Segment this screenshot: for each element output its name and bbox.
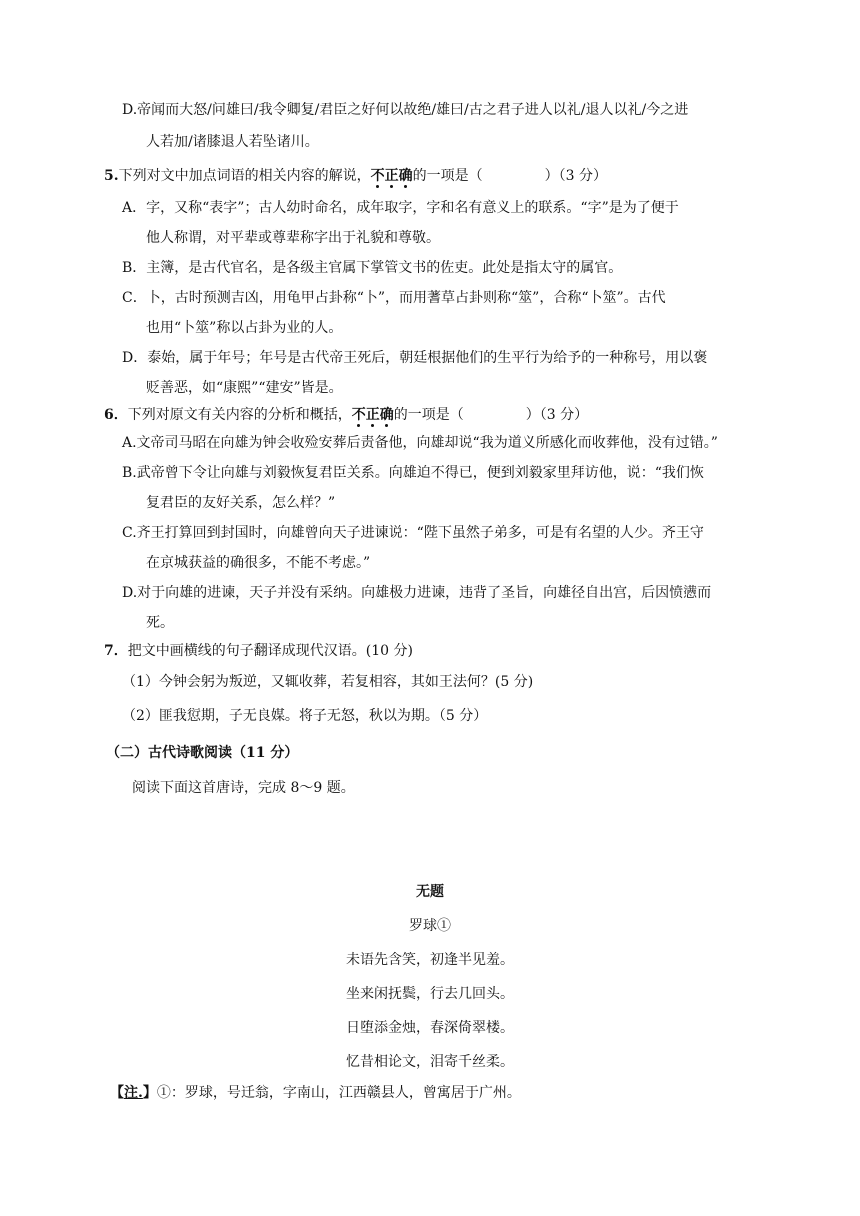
emphasis-dot-char: 正 (384, 168, 399, 184)
note-text: ①：罗球，号迁翁，字南山，江西赣县人，曾寓居于广州。 (156, 1085, 521, 1101)
emphasis-dot-char: 确 (398, 168, 413, 184)
poem-line: 未语先含笑，初逢半见羞。 (346, 952, 514, 968)
stem-text: 把文中画横线的句子翻译成现代汉语。(10 分) (127, 643, 413, 659)
score: ）（3 分） (525, 407, 589, 423)
question-5-stem (104, 166, 607, 186)
note-label-close: 】 (142, 1085, 157, 1101)
q4-option-d-line2: 人若加/诸膝退人若坠诸川。 (146, 134, 319, 150)
stem-text: 下列对原文有关内容的分析和概括， (127, 407, 352, 423)
emphasis-dot-char: 不 (370, 168, 385, 184)
poem-author: 罗球① (409, 918, 451, 934)
poem-line: 坐来闲抚鬓，行去几回头。 (346, 986, 514, 1002)
q6-option-a-line1: A.文帝司马昭在向雄为钟会收殓安葬后责备他，向雄却说“我为道义所感化而收葬他，没有过错。” (122, 435, 718, 451)
emphasis-dot-char: 正 (365, 407, 380, 423)
q4-option-d-line1: D.帝闻而大怒/问雄曰/我令卿复/君臣之好何以故绝/雄曰/古之君子进人以礼/退人以礼/今之进 (122, 102, 689, 118)
q5-option-c-line1: C．卜，古时预测吉凶，用龟甲占卦称“卜”，而用蓍草占卦则称“筮”，合称“卜筮”。古代 (122, 290, 666, 306)
poem-line: 日堕添金烛，春深倚翠楼。 (346, 1020, 514, 1036)
score: ）（3 分） (544, 168, 607, 184)
q6-option-d-line1: D.对于向雄的进谏，天子并没有采纳。向雄极力进谏，违背了圣旨，向雄径自出宫，后因愤懑而 (122, 585, 712, 601)
q5-option-d-line1: D．泰始，属于年号；年号是古代帝王死后，朝廷根据他们的生平行为给予的一种称号，用以褒 (122, 350, 708, 366)
q6-option-b-line2: 复君臣的友好关系，怎么样？” (146, 495, 336, 511)
question-number: 6． (104, 407, 128, 423)
section-heading: （二）古代诗歌阅读（11 分） (106, 745, 299, 761)
stem-text: 的一项是（ (412, 168, 483, 184)
q5-option-b-line1: B．主簿，是古代官名，是各级主官属下掌管文书的佐吏。此处是指太守的属官。 (122, 260, 623, 276)
stem-text: 下列对文中加点词语的相关内容的解说， (118, 168, 371, 184)
emphasis-dot-char: 确 (379, 407, 394, 423)
note-label-text: 注. (124, 1085, 143, 1101)
q5-option-a-line2: 他人称谓，对平辈或尊辈称字出于礼貌和尊敬。 (146, 230, 440, 246)
q7-sentence-1: （1）今钟会躬为叛逆，又辄收葬，若复相容，其如王法何？(5 分) (122, 674, 534, 690)
poem-title: 无题 (416, 884, 444, 900)
question-6-stem (104, 405, 588, 425)
question-7-stem (104, 641, 413, 661)
question-number: 5. (104, 168, 119, 184)
q7-sentence-2: （2）匪我愆期，子无良媒。将子无怒，秋以为期。（5 分） (122, 708, 488, 724)
q5-option-d-line2: 贬善恶，如“康熙”“建安”皆是。 (146, 380, 343, 396)
stem-text: 的一项是（ (393, 407, 464, 423)
q6-option-c-line1: C.齐王打算回到封国时，向雄曾向天子进谏说：“陛下虽然子弟多，可是有名望的人少。齐王守 (122, 525, 704, 541)
section-intro: 阅读下面这首唐诗，完成 8～9 题。 (132, 780, 355, 796)
poem-line: 忆昔相论文，泪寄千丝柔。 (346, 1054, 514, 1070)
q6-option-c-line2: 在京城获益的确很多，不能不考虑。” (146, 555, 371, 571)
q6-option-d-line2: 死。 (146, 615, 174, 631)
note-label-open: 【 (110, 1085, 124, 1101)
q5-option-c-line2: 也用“卜筮”称以占卦为业的人。 (146, 320, 343, 336)
q6-option-b-line1: B.武帝曾下令让向雄与刘毅恢复君臣关系。向雄迫不得已，便到刘毅家里拜访他，说：“我们恢 (122, 465, 704, 481)
question-number: 7． (104, 643, 128, 659)
q5-option-a-line1: A．字，又称“表字”；古人幼时命名，成年取字，字和名有意义上的联系。“字”是为了便于 (122, 200, 679, 216)
poem-note (110, 1083, 521, 1103)
emphasis-dot-char: 不 (351, 407, 366, 423)
